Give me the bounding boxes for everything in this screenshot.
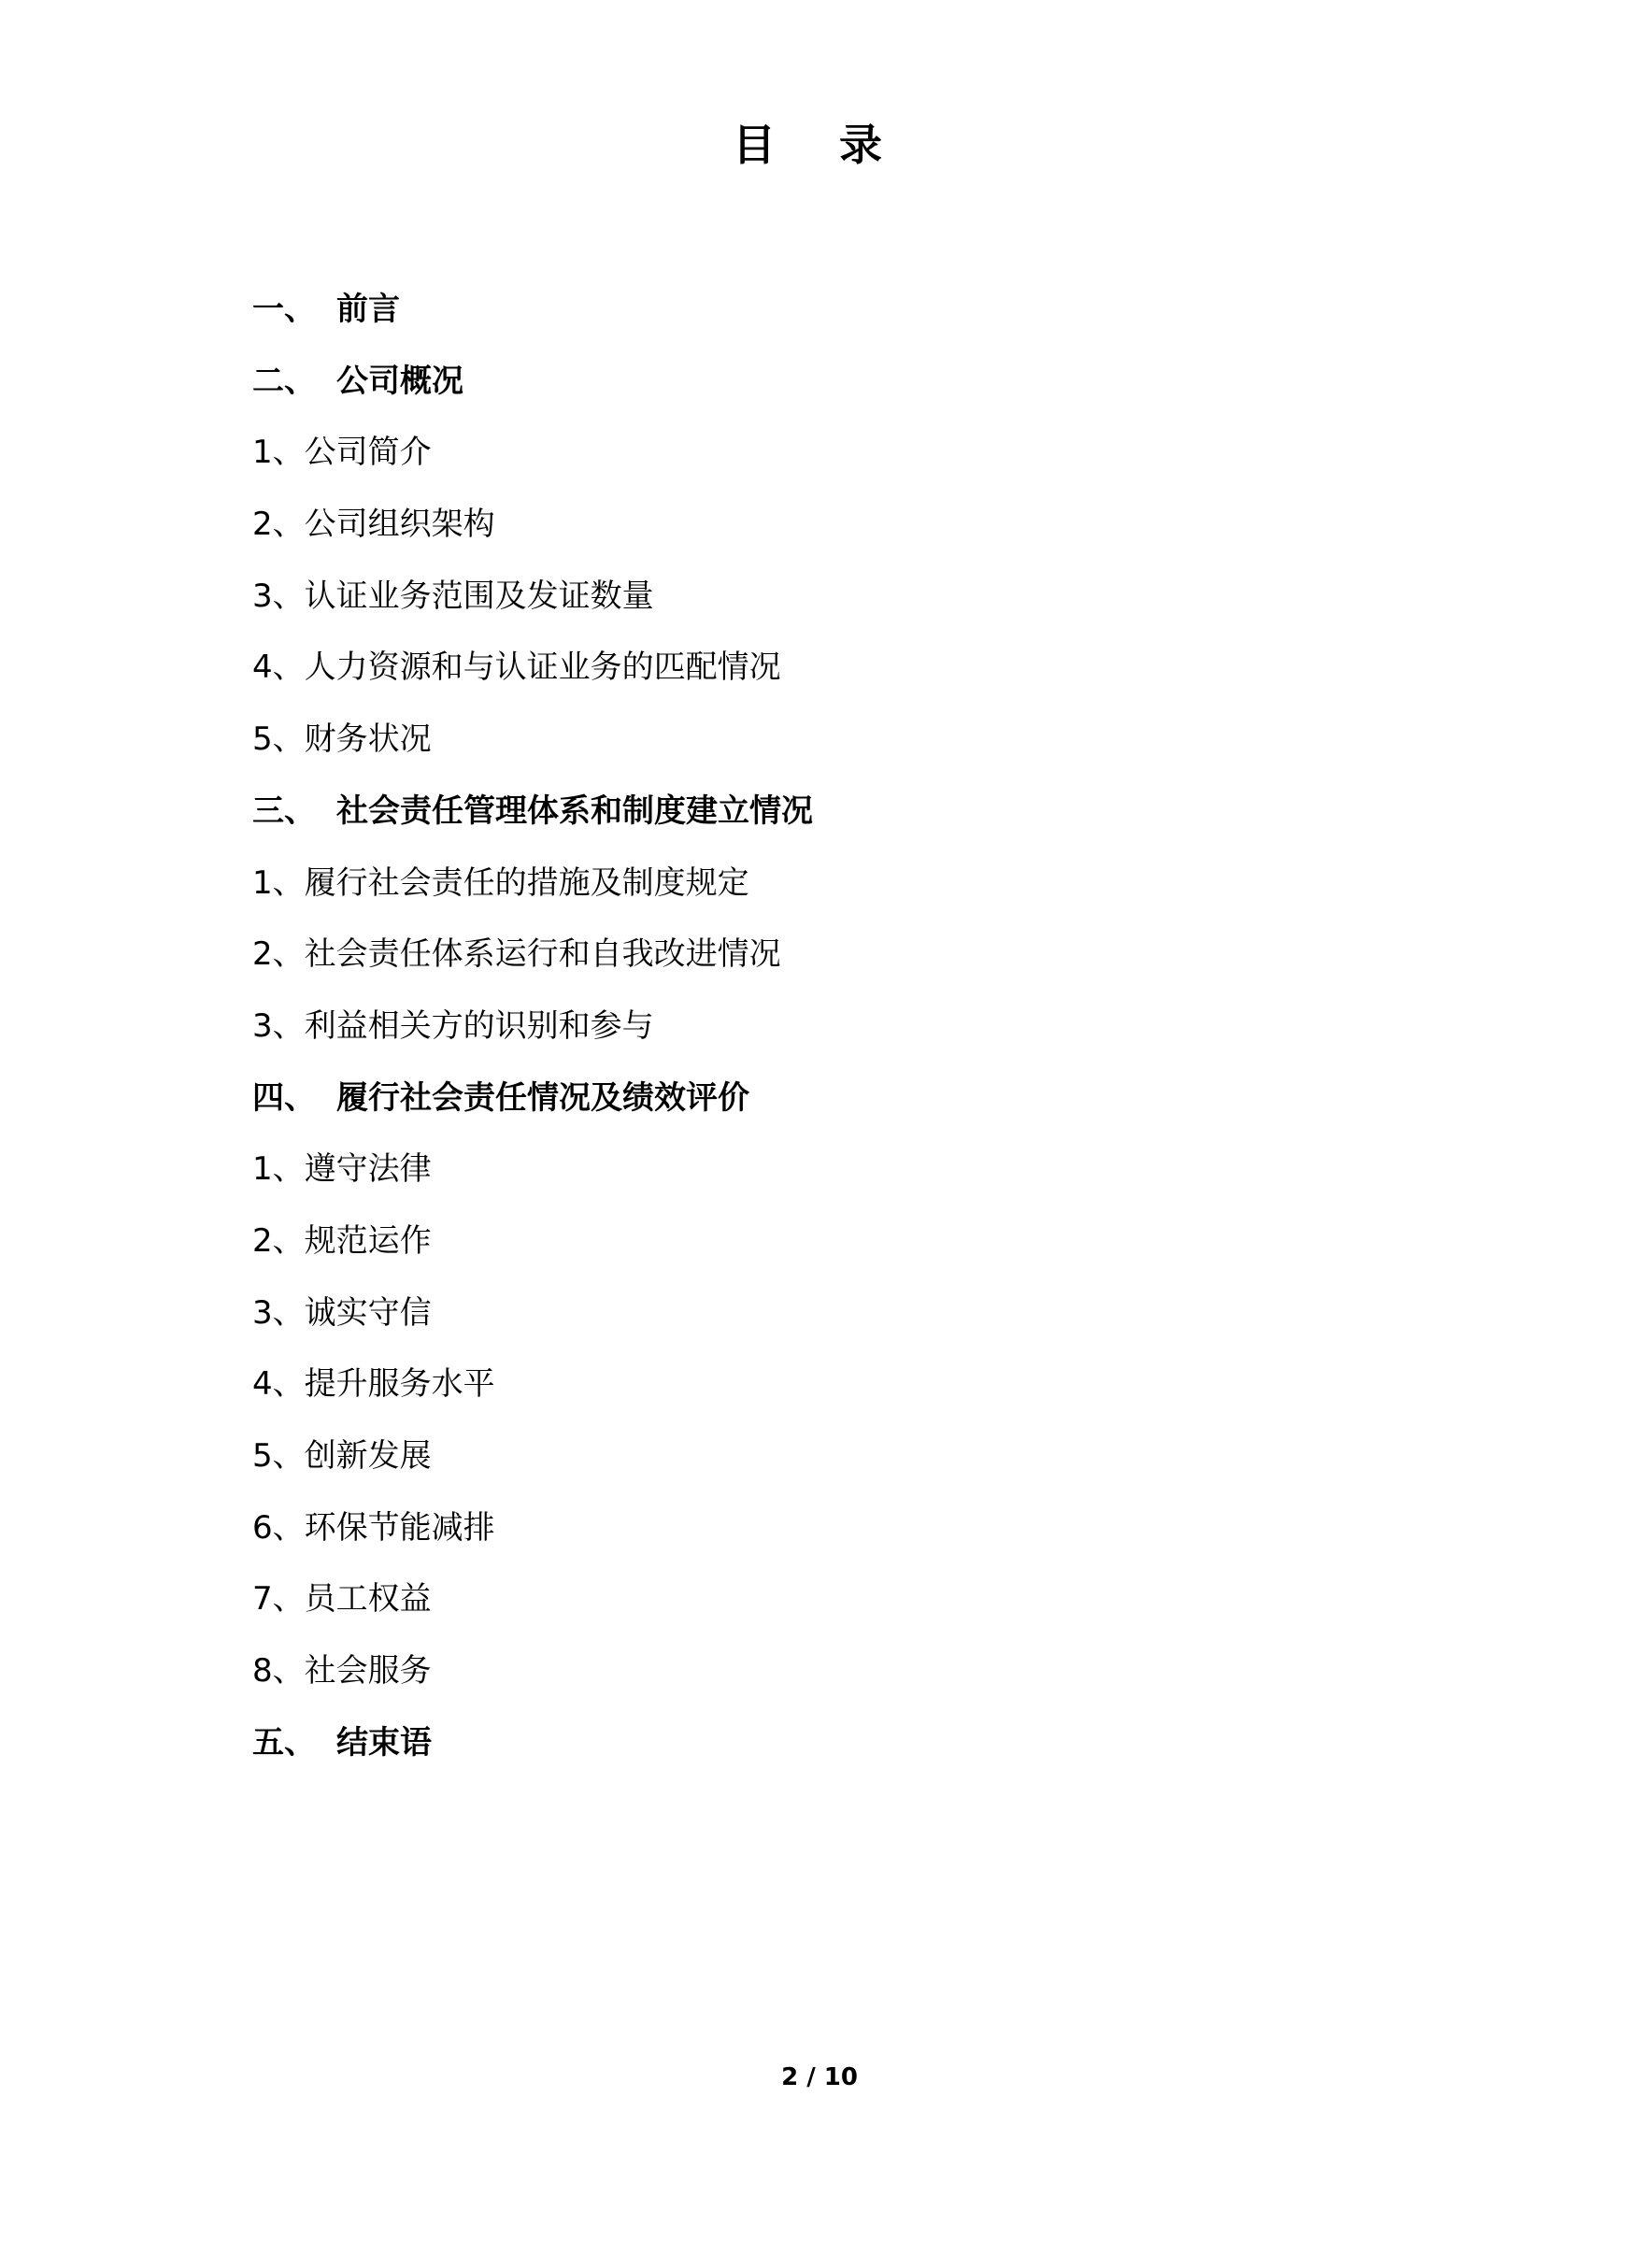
toc-entry-number: 5、: [252, 720, 305, 759]
toc-entry-number: 2、: [252, 506, 305, 544]
toc-entry-number: 1、: [252, 1150, 305, 1189]
toc-section-entry[interactable]: [252, 283, 1467, 355]
toc-subsection-entry[interactable]: [252, 426, 1467, 498]
toc-subsection-entry[interactable]: [252, 570, 1467, 642]
toc-entry-title: 创新发展: [304, 1437, 432, 1475]
toc-subsection-entry[interactable]: [252, 713, 1467, 785]
toc-entry-title: 规范运作: [304, 1221, 432, 1260]
toc-entry-title: 诚实守信: [304, 1293, 432, 1332]
toc-entry-number: 2、: [252, 935, 305, 974]
toc-entry-number: 一、: [252, 291, 316, 328]
toc-entry-title: 认证业务范围及发证数量: [304, 577, 654, 615]
toc-section-entry[interactable]: [252, 785, 1467, 857]
toc-entry-number: 五、: [252, 1723, 316, 1762]
toc-section-entry[interactable]: [252, 1717, 1467, 1789]
toc-entry-number: 四、: [252, 1078, 316, 1117]
toc-section-entry[interactable]: [252, 355, 1467, 427]
toc-entry-number: 3、: [252, 1006, 305, 1045]
toc-entry-title: 遵守法律: [304, 1150, 432, 1189]
toc-entry-title: 结束语: [336, 1723, 432, 1762]
page-title: 目 录: [732, 120, 906, 170]
toc-entry-title: 社会服务: [304, 1652, 432, 1690]
toc-entry-number: 7、: [252, 1580, 305, 1619]
toc-entry-title: 社会责任体系运行和自我改进情况: [304, 935, 781, 974]
toc-subsection-entry[interactable]: [252, 1000, 1467, 1072]
toc-entry-title: 履行社会责任的措施及制度规定: [304, 863, 749, 902]
toc-subsection-entry[interactable]: [252, 928, 1467, 1000]
toc-subsection-entry[interactable]: [252, 1358, 1467, 1430]
toc-entry-title: 利益相关方的识别和参与: [304, 1006, 654, 1045]
toc-entry-title: 履行社会责任情况及绩效评价: [336, 1078, 749, 1117]
toc-subsection-entry[interactable]: [252, 498, 1467, 570]
toc-subsection-entry[interactable]: [252, 1215, 1467, 1287]
toc-entry-number: 3、: [252, 1293, 305, 1332]
toc-entry-title: 公司简介: [304, 434, 432, 472]
toc-entry-number: 6、: [252, 1508, 305, 1547]
toc-subsection-entry[interactable]: [252, 1143, 1467, 1215]
toc-entry-title: 人力资源和与认证业务的匹配情况: [304, 649, 781, 687]
toc-entry-title: 财务状况: [304, 720, 432, 759]
toc-entry-number: 二、: [252, 362, 316, 400]
toc-entry-title: 公司概况: [336, 362, 463, 400]
toc-entry-number: 8、: [252, 1652, 305, 1690]
toc-entry-number: 1、: [252, 863, 305, 902]
toc-subsection-entry[interactable]: [252, 857, 1467, 929]
toc-subsection-entry[interactable]: [252, 1430, 1467, 1502]
toc-subsection-entry[interactable]: [252, 1645, 1467, 1717]
toc-entry-number: 4、: [252, 1365, 305, 1404]
toc-section-entry[interactable]: [252, 1072, 1467, 1144]
toc-entry-title: 员工权益: [304, 1580, 432, 1619]
table-of-contents: [252, 283, 1467, 1788]
toc-subsection-entry[interactable]: [252, 1287, 1467, 1359]
toc-subsection-entry[interactable]: [252, 1502, 1467, 1574]
toc-entry-number: 三、: [252, 792, 316, 830]
toc-entry-number: 1、: [252, 434, 305, 472]
toc-entry-number: 3、: [252, 577, 305, 615]
toc-subsection-entry[interactable]: [252, 1573, 1467, 1645]
toc-entry-title: 前言: [336, 291, 400, 328]
toc-entry-number: 5、: [252, 1437, 305, 1475]
toc-subsection-entry[interactable]: [252, 641, 1467, 713]
toc-entry-title: 公司组织架构: [304, 506, 495, 544]
toc-entry-number: 4、: [252, 649, 305, 687]
toc-entry-title: 提升服务水平: [304, 1365, 495, 1404]
toc-entry-number: 2、: [252, 1221, 305, 1260]
toc-entry-title: 社会责任管理体系和制度建立情况: [336, 792, 813, 830]
toc-entry-title: 环保节能减排: [304, 1508, 495, 1547]
page-number: 2 / 10: [781, 2063, 858, 2091]
